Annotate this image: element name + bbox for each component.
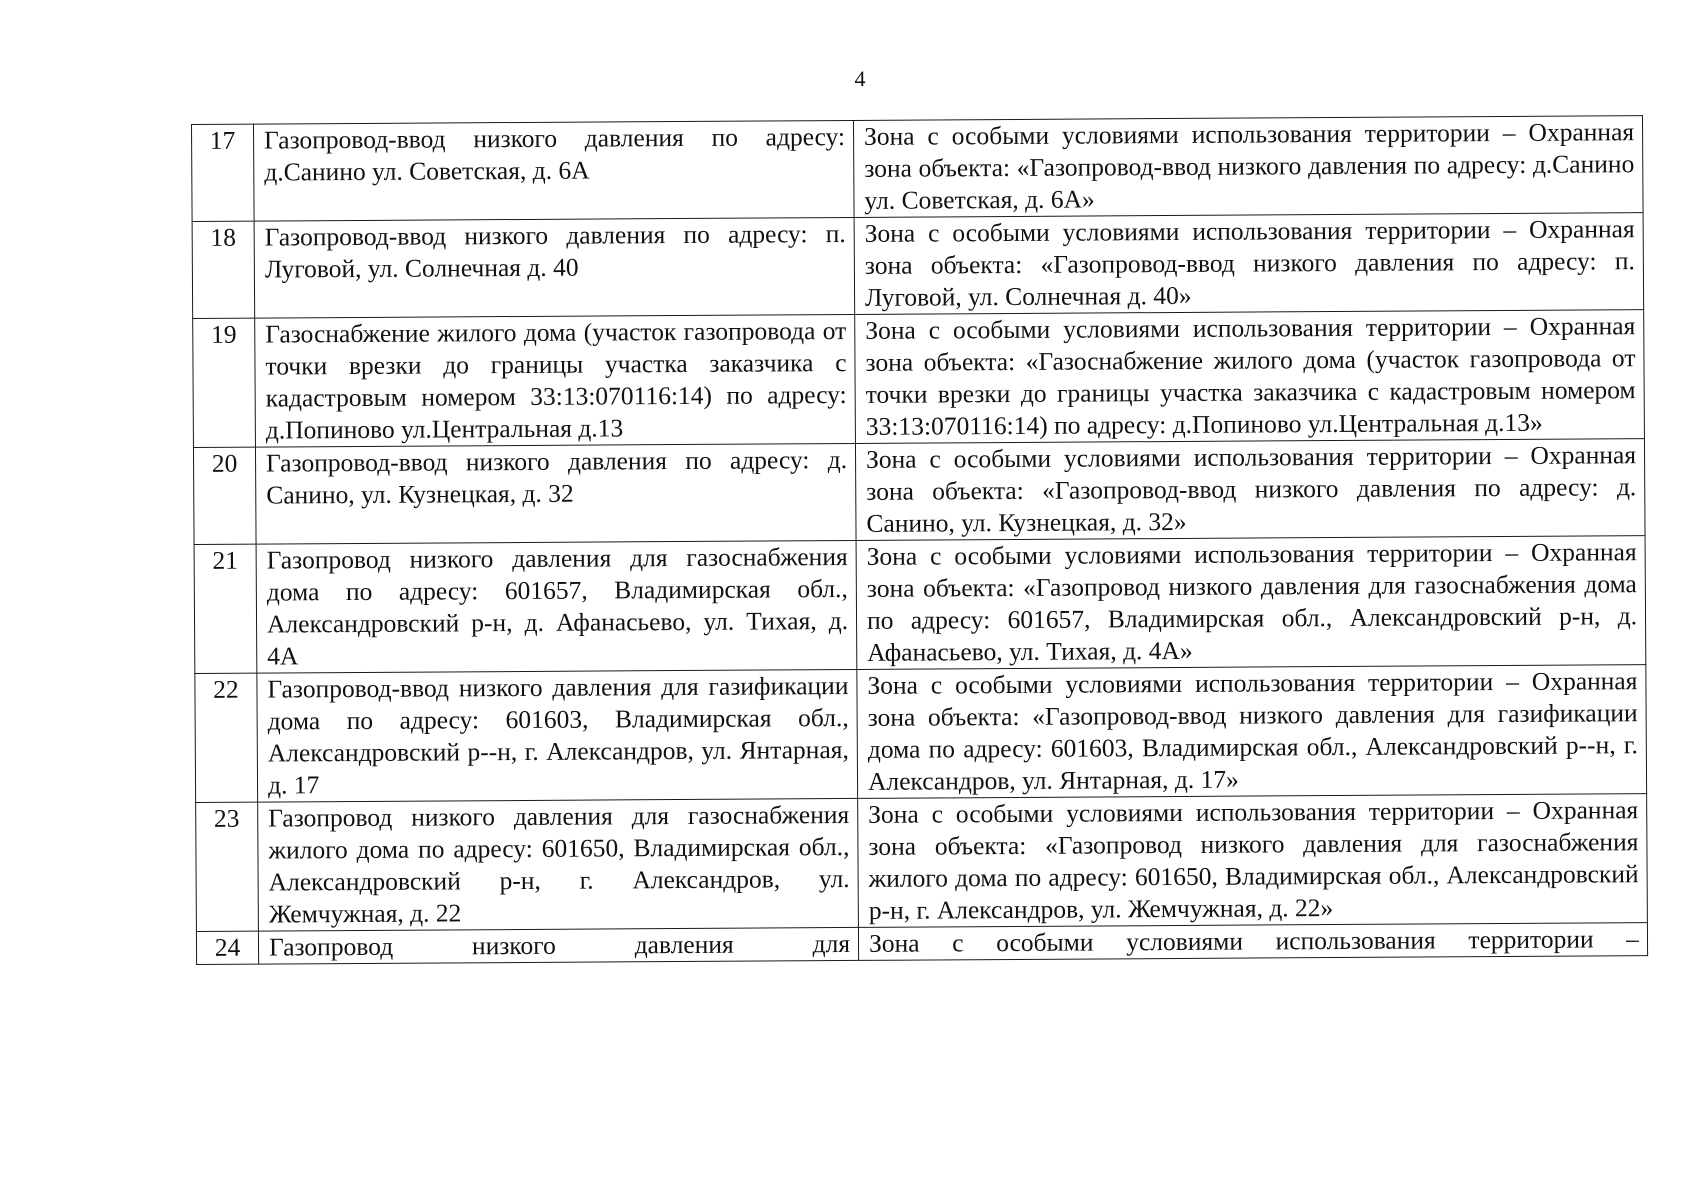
- zone-description: Зона с особыми условиями использования территории – Охранная зона объекта: «Газопровод-ввод низкого давления по адресу: д. Санино, ул. Кузнецкая, д. 32»: [855, 439, 1645, 541]
- object-name: Газопровод-ввод низкого давления для газификации дома по адресу: 601603, Владимирская обл., Александровский р--н, г. Александров, ул. Янтарная, д. 17: [257, 669, 858, 802]
- zone-description: Зона с особыми условиями использования территории – Охранная зона объекта: «Газопровод-ввод низкого давления для газификации дома по адресу: 601603, Владимирская обл., Александровский р--н, г. Александров, ул. Янтарная, д. 17»: [857, 665, 1647, 799]
- row-number: 20: [193, 447, 256, 544]
- row-number: 18: [192, 221, 255, 318]
- zone-description: Зона с особыми условиями использования территории – Охранная зона объекта: «Газопровод-ввод низкого давления по адресу: д.Санино ул. Советская, д. 6А»: [853, 116, 1643, 218]
- object-name: Газоснабжение жилого дома (участок газопровода от точки врезки до границы участка заказчика с кадастровым номером 33:13:070116:14) по адресу: д.Попиново ул.Центральная д.13: [255, 314, 856, 447]
- row-number: 22: [195, 673, 258, 802]
- row-number: 23: [196, 802, 259, 931]
- row-number: 17: [192, 124, 255, 221]
- table-row: [193, 310, 1645, 448]
- zone-description-text: Зона с особыми условиями использования территории –: [868, 924, 1640, 958]
- table-row: [195, 665, 1647, 803]
- table-row: [193, 439, 1645, 545]
- row-number: 21: [194, 544, 257, 673]
- table-row: [196, 794, 1648, 932]
- zone-description-partial: [858, 923, 1647, 961]
- object-name: Газопровод низкого давления для газоснабжения жилого дома по адресу: 601650, Владимирская обл., Александровский р-н, г. Александров, ул. Жемчужная, д. 22: [258, 798, 859, 931]
- object-name: Газопровод-ввод низкого давления по адресу: п. Луговой, ул. Солнечная д. 40: [254, 217, 855, 318]
- zone-description: Зона с особыми условиями использования территории – Охранная зона объекта: «Газопровод-ввод низкого давления по адресу: п. Луговой, ул. Солнечная д. 40»: [854, 213, 1644, 315]
- row-number: 19: [193, 318, 256, 447]
- zones-table: [191, 115, 1648, 965]
- table-row: [192, 116, 1644, 222]
- object-name: Газопровод низкого давления для газоснабжения дома по адресу: 601657, Владимирская обл., Александровский р-н, д. Афанасьево, ул. Тихая, д. 4А: [256, 540, 857, 673]
- zone-description: Зона с особыми условиями использования территории – Охранная зона объекта: «Газопровод низкого давления для газоснабжения жилого дома по адресу: 601650, Владимирская обл., Александровский р-н, г. Александров, ул. Жемчужная, д. 22»: [858, 794, 1648, 928]
- zone-description: Зона с особыми условиями использования территории – Охранная зона объекта: «Газопровод низкого давления для газоснабжения дома по адресу: 601657, Владимирская обл., Александровский р-н, д. Афанасьево, ул. Тихая, д. 4А»: [856, 536, 1646, 670]
- object-name: Газопровод-ввод низкого давления по адресу: д.Санино ул. Советская, д. 6А: [254, 120, 855, 221]
- table-row: [194, 536, 1646, 674]
- object-name-text: Газопровод низкого давления для: [268, 928, 851, 962]
- table-row: [192, 213, 1644, 319]
- page-number: 4: [854, 66, 866, 91]
- object-name-partial: [258, 927, 858, 964]
- row-number: 24: [196, 931, 258, 964]
- object-name: Газопровод-ввод низкого давления по адресу: д. Санино, ул. Кузнецкая, д. 32: [255, 443, 856, 544]
- zone-description: Зона с особыми условиями использования территории – Охранная зона объекта: «Газоснабжение жилого дома (участок газопровода от точки врезки до границы участка заказчика с кадастровым номером 33:13:070116:14) по адресу: д.Попиново ул.Центральная д.13»: [855, 310, 1645, 444]
